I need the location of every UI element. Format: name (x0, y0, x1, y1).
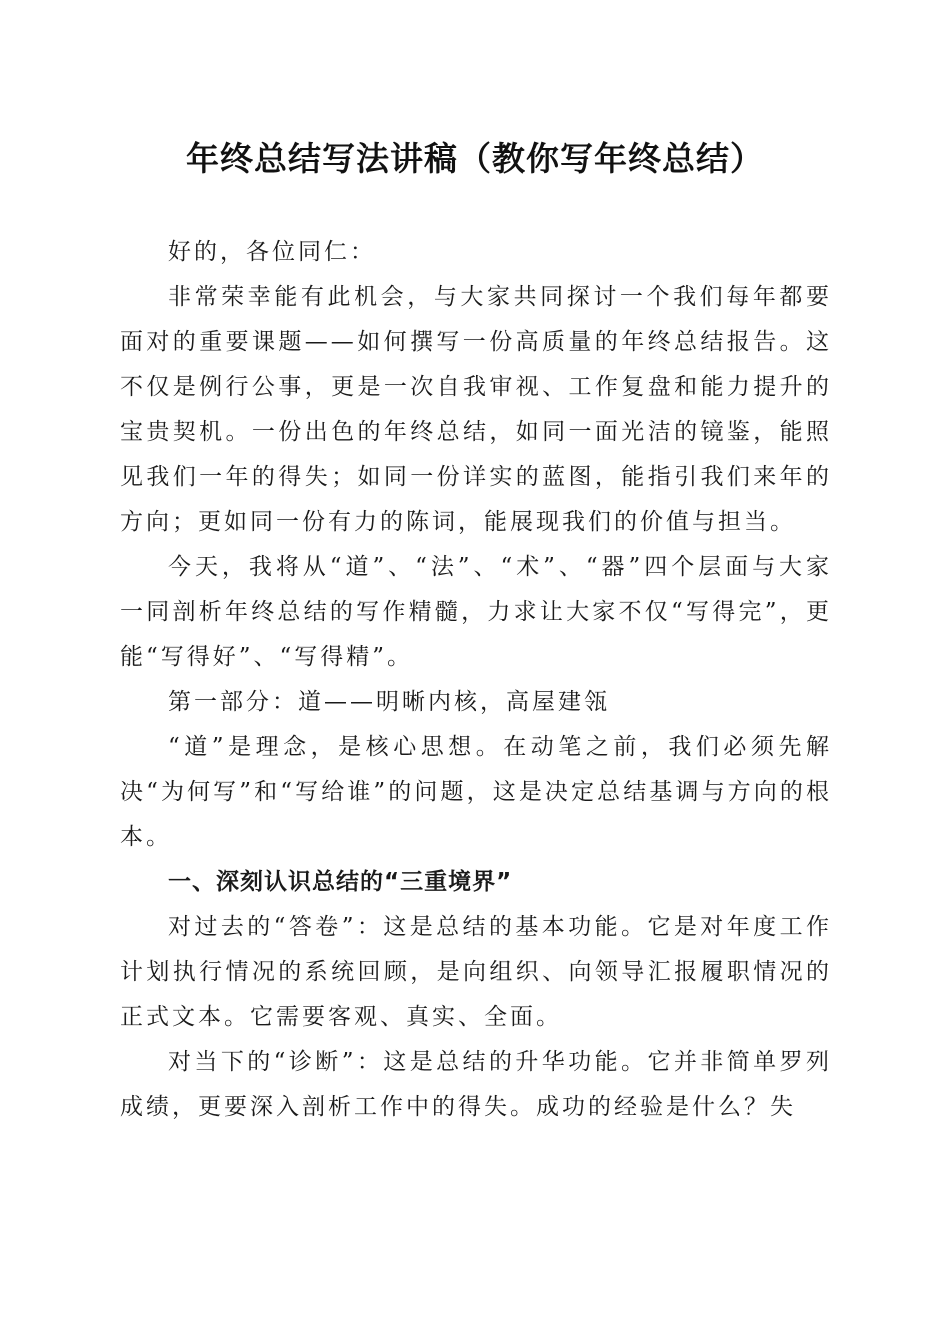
intro-paragraph: 非常荣幸能有此机会，与大家共同探讨一个我们每年都要面对的重要课题——如何撰写一份高质量的年终总结报告。这不仅是例行公事，更是一次自我审视、工作复盘和能力提升的宝贵契机。一份出色的年终总结，如同一面光洁的镜鉴，能照见我们一年的得失；如同一份详实的蓝图，能指引我们来年的方向；更如同一份有力的陈词，能展现我们的价值与担当。 (120, 284, 832, 535)
greeting-paragraph: 好的，各位同仁： (168, 239, 376, 265)
body-paragraph: 对当下的“诊断”：这是总结的升华功能。它并非简单罗列成绩，更要深入剖析工作中的得失。成功的经验是什么？失 (120, 1049, 832, 1120)
subsection-heading: 一、深刻认识总结的“三重境界” (168, 869, 513, 895)
document-title: 年终总结写法讲稿（教你写年终总结） (186, 139, 764, 178)
section-intro-paragraph: “道”是理念，是核心思想。在动笔之前，我们必须先解决“为何写”和“写给谁”的问题，这是决定总结基调与方向的根本。 (120, 734, 832, 850)
document-body (120, 230, 832, 1130)
section-heading: 第一部分：道——明晰内核，高屋建瓴 (168, 689, 610, 715)
body-paragraph: 对过去的“答卷”：这是总结的基本功能。它是对年度工作计划执行情况的系统回顾，是向组织、向领导汇报履职情况的正式文本。它需要客观、真实、全面。 (120, 914, 832, 1030)
overview-paragraph: 今天，我将从“道”、“法”、“术”、“器”四个层面与大家一同剖析年终总结的写作精髓，力求让大家不仅“写得完”，更能“写得好”、“写得精”。 (120, 554, 832, 670)
